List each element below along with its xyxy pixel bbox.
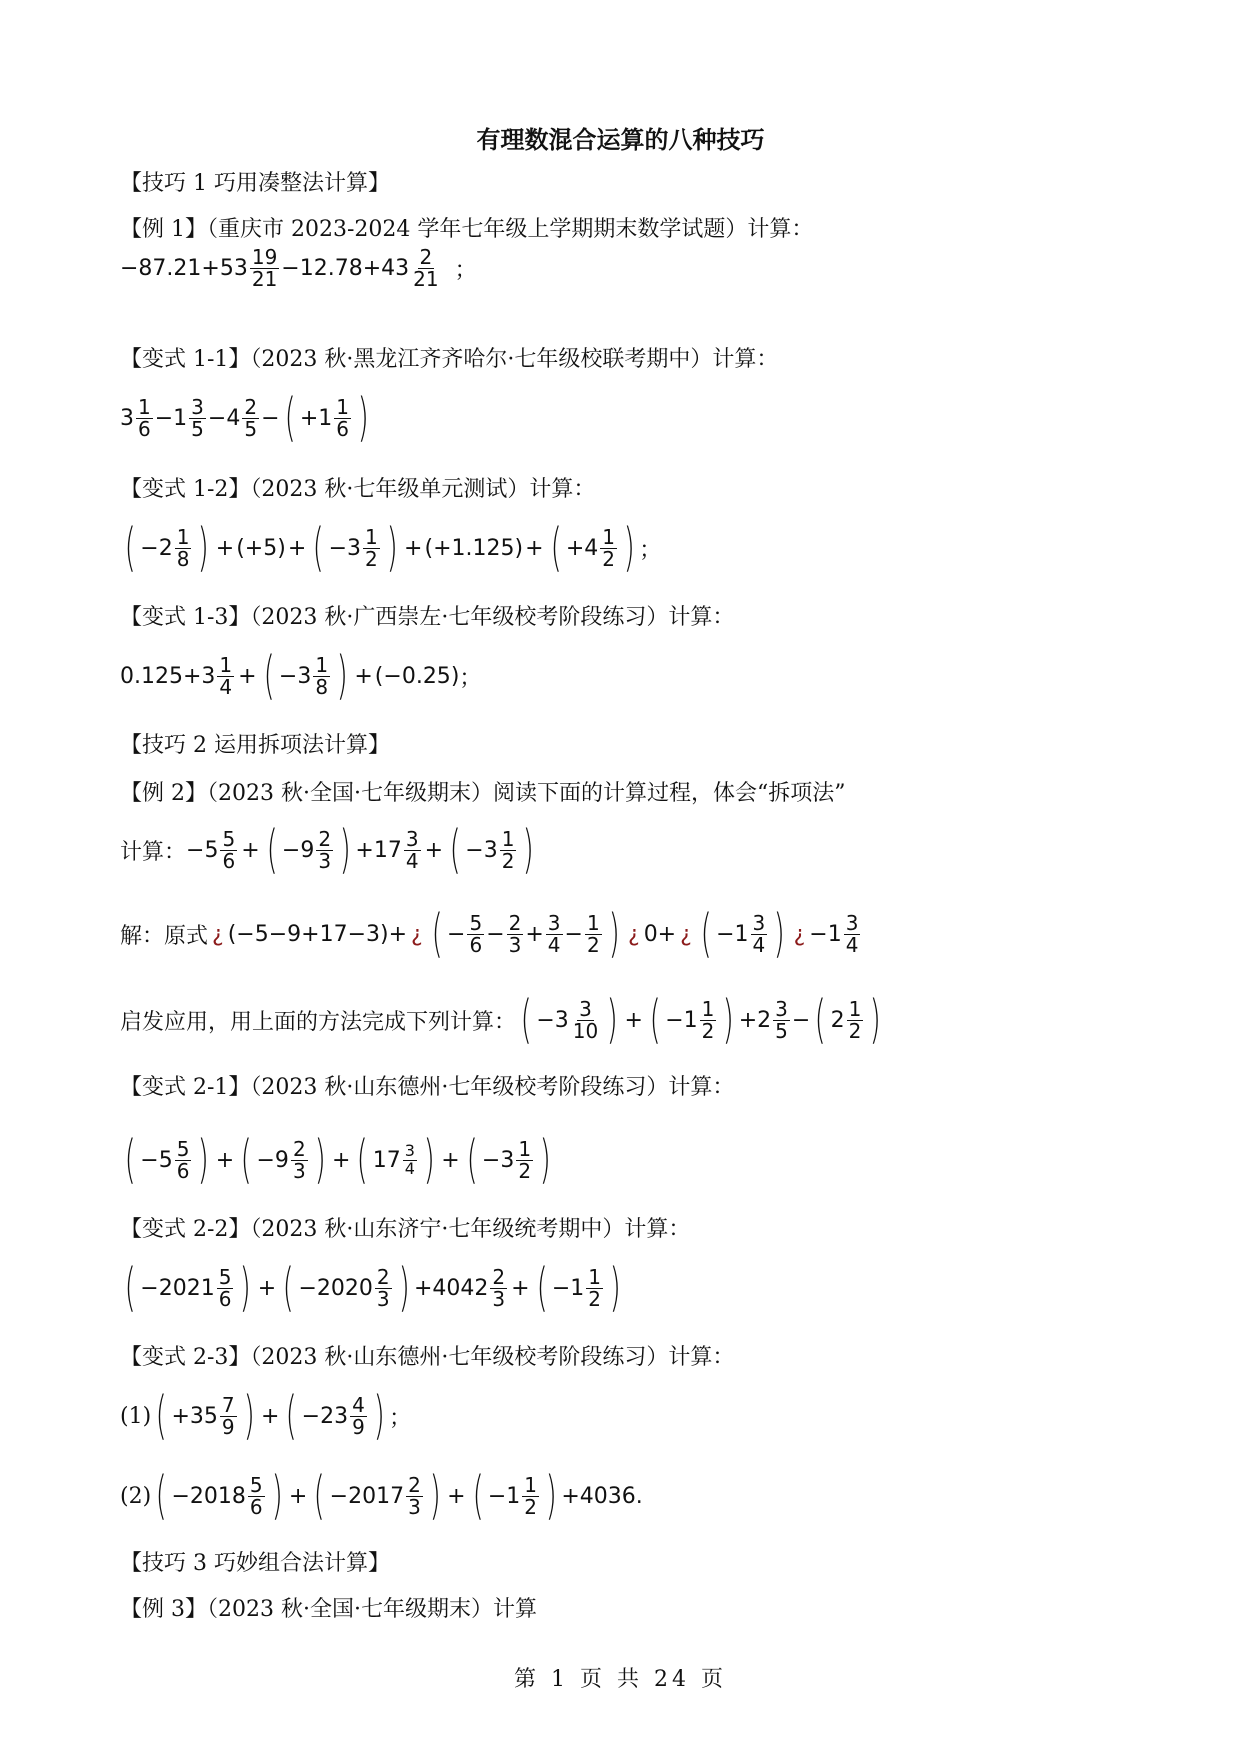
fraction bbox=[363, 524, 380, 571]
term: ( +35 bbox=[171, 1403, 218, 1429]
fraction bbox=[220, 1392, 237, 1439]
punctuation: ； bbox=[454, 257, 477, 283]
numerator: 2 bbox=[244, 394, 258, 419]
term: ( 2 bbox=[830, 1007, 845, 1033]
numerator: 5 bbox=[222, 826, 236, 851]
parenthesized-group bbox=[308, 522, 402, 574]
fraction bbox=[507, 910, 524, 957]
numerator: 1 bbox=[518, 1136, 532, 1161]
fraction bbox=[585, 910, 602, 957]
fraction bbox=[847, 996, 864, 1043]
fraction bbox=[773, 996, 790, 1043]
variant-1-1-expression bbox=[120, 388, 373, 448]
example-2-solution bbox=[120, 904, 862, 964]
parenthesized-group bbox=[427, 908, 624, 960]
numerator: 3 bbox=[547, 910, 561, 935]
section-heading-2: 【技巧 2 运用拆项法计算】 bbox=[120, 733, 390, 758]
term: −4 bbox=[207, 405, 241, 431]
parenthesized-group bbox=[516, 994, 622, 1046]
fraction bbox=[250, 244, 279, 291]
term: ( −2018 bbox=[171, 1483, 246, 1509]
garbled-glyph: ¿ bbox=[680, 921, 692, 947]
term: ( −2020 bbox=[298, 1275, 373, 1301]
operator: + bbox=[257, 1275, 277, 1301]
term: +17 bbox=[355, 837, 402, 863]
operator: + bbox=[238, 663, 257, 689]
numerator: 2 bbox=[318, 826, 332, 851]
numerator: 2 bbox=[376, 1264, 390, 1289]
term: ( −3 bbox=[278, 663, 312, 689]
parenthesized-group bbox=[151, 1470, 287, 1522]
parenthesized-group bbox=[262, 824, 356, 876]
numerator: 1 bbox=[176, 524, 190, 549]
denominator: 21 bbox=[413, 266, 439, 291]
numerator: 4 bbox=[352, 1392, 365, 1417]
numerator: 5 bbox=[218, 1264, 232, 1289]
term: ( 17 bbox=[372, 1147, 401, 1173]
item-number: (1) bbox=[120, 1403, 152, 1429]
parenthesized-group bbox=[120, 1262, 256, 1314]
term: −5 bbox=[186, 837, 219, 863]
numerator: 3 bbox=[579, 996, 592, 1021]
term: +4042 bbox=[413, 1275, 489, 1301]
fraction bbox=[700, 996, 717, 1043]
denominator: 4 bbox=[752, 932, 766, 957]
denominator: 6 bbox=[336, 416, 349, 441]
parenthesized-group bbox=[151, 1390, 259, 1442]
denominator: 4 bbox=[219, 674, 233, 699]
fraction bbox=[500, 826, 517, 873]
numerator: 3 bbox=[775, 996, 788, 1021]
parenthesized-group bbox=[546, 522, 640, 574]
fraction bbox=[189, 394, 206, 441]
operator: + bbox=[241, 837, 260, 863]
term: ( −3 bbox=[465, 837, 498, 863]
term: ( −3 bbox=[481, 1147, 515, 1173]
example-1-expression bbox=[120, 240, 477, 296]
fraction bbox=[242, 394, 259, 441]
fraction bbox=[375, 1264, 392, 1311]
denominator: 5 bbox=[191, 416, 204, 441]
denominator: 4 bbox=[405, 848, 419, 873]
fraction bbox=[291, 1136, 308, 1183]
denominator: 3 bbox=[408, 1494, 421, 1519]
denominator: 2 bbox=[602, 546, 615, 571]
garbled-glyph: ¿ bbox=[212, 921, 224, 947]
denominator: 6 bbox=[249, 1494, 263, 1519]
term: −1 bbox=[809, 921, 842, 947]
fraction bbox=[844, 910, 861, 957]
fraction bbox=[404, 826, 421, 873]
denominator: 2 bbox=[501, 848, 515, 873]
numerator: 2 bbox=[292, 1136, 306, 1161]
term: ( −3 bbox=[328, 535, 361, 561]
variant-1-3-heading: 【变式 1-3】（2023 秋·广西崇左·七年级校考阶段练习）计算： bbox=[120, 605, 735, 630]
operator: + bbox=[447, 1483, 466, 1509]
numerator: 3 bbox=[752, 910, 766, 935]
operator: + bbox=[215, 1147, 235, 1173]
term: ( −1 bbox=[487, 1483, 521, 1509]
variant-2-3-part-1 bbox=[120, 1386, 411, 1446]
page-title: 有理数混合运算的八种技巧 bbox=[476, 125, 765, 154]
fraction bbox=[220, 826, 237, 873]
term: ( −23 bbox=[301, 1403, 349, 1429]
operator: + bbox=[511, 1275, 530, 1301]
denominator: 4 bbox=[845, 932, 859, 957]
variant-1-3-expression bbox=[120, 646, 481, 706]
parenthesized-group bbox=[259, 650, 353, 702]
term: ( −9 bbox=[256, 1147, 289, 1173]
term: ( −9 bbox=[281, 837, 315, 863]
fraction bbox=[490, 1264, 507, 1311]
fraction bbox=[516, 1136, 533, 1183]
variant-2-2-heading: 【变式 2-2】（2023 秋·山东济宁·七年级统考期中）计算： bbox=[120, 1217, 691, 1242]
denominator: 2 bbox=[365, 546, 378, 571]
fraction bbox=[217, 1264, 234, 1311]
fraction bbox=[586, 1264, 603, 1311]
punctuation: ； bbox=[459, 665, 482, 691]
fraction bbox=[467, 910, 484, 957]
term: 0+ bbox=[643, 921, 677, 947]
garbled-glyph: ¿ bbox=[411, 921, 423, 947]
operator: + bbox=[354, 663, 373, 689]
operator: + bbox=[260, 1403, 280, 1429]
parenthesized-group bbox=[445, 824, 539, 876]
term: −12.78+43 bbox=[281, 255, 410, 281]
operator: + bbox=[215, 535, 235, 561]
denominator: 4 bbox=[547, 932, 561, 957]
numerator: 1 bbox=[602, 524, 615, 549]
denominator: 6 bbox=[469, 932, 483, 957]
term: (+5) bbox=[236, 535, 286, 561]
denominator: 21 bbox=[251, 266, 278, 291]
fraction bbox=[406, 1472, 423, 1519]
label: 解：原式 bbox=[120, 923, 209, 949]
numerator: 1 bbox=[848, 996, 862, 1021]
variant-2-1-expression bbox=[120, 1130, 555, 1190]
numerator: 1 bbox=[701, 996, 715, 1021]
variant-1-2-heading: 【变式 1-2】（2023 秋·七年级单元测试）计算： bbox=[120, 477, 596, 502]
denominator: 3 bbox=[508, 932, 522, 957]
parenthesized-group bbox=[462, 1134, 556, 1186]
term: +2 bbox=[738, 1007, 772, 1033]
page-footer: 第 1 页 共 24 页 bbox=[514, 1667, 727, 1692]
operator: + bbox=[624, 1007, 643, 1033]
parenthesized-group bbox=[696, 908, 790, 960]
variant-2-2-expression bbox=[120, 1258, 625, 1318]
denominator: 8 bbox=[176, 546, 190, 571]
numerator: 5 bbox=[176, 1136, 190, 1161]
parenthesized-group bbox=[120, 522, 214, 574]
fraction bbox=[522, 1472, 539, 1519]
term: ( −3 bbox=[536, 1007, 569, 1033]
numerator: 1 bbox=[315, 652, 329, 677]
fraction bbox=[411, 244, 440, 291]
denominator: 2 bbox=[588, 1286, 601, 1311]
section-heading-1: 【技巧 1 巧用凑整法计算】 bbox=[120, 171, 390, 196]
operator: + bbox=[424, 837, 443, 863]
term: − bbox=[261, 405, 280, 431]
fraction bbox=[136, 394, 153, 441]
term: ( −2021 bbox=[140, 1275, 215, 1301]
numerator: 5 bbox=[249, 1472, 263, 1497]
denominator: 5 bbox=[244, 416, 258, 441]
parenthesized-group bbox=[309, 1470, 445, 1522]
parenthesized-group bbox=[278, 1262, 414, 1314]
fraction bbox=[316, 826, 333, 873]
parenthesized-group bbox=[120, 1134, 214, 1186]
numerator: 2 bbox=[508, 910, 522, 935]
term: 0.125+3 bbox=[120, 663, 216, 689]
denominator: 6 bbox=[176, 1158, 190, 1183]
term: ( +1 bbox=[299, 405, 333, 431]
term: − bbox=[564, 921, 583, 947]
denominator: 3 bbox=[292, 1158, 306, 1183]
term: (−5−9+17−3)+ bbox=[227, 921, 408, 947]
label: 计算： bbox=[120, 839, 187, 865]
parenthesized-group bbox=[281, 1390, 389, 1442]
variant-2-3-part-2 bbox=[120, 1466, 643, 1526]
garbled-glyph: ¿ bbox=[793, 921, 806, 947]
operator: + bbox=[288, 1483, 308, 1509]
numerator: 5 bbox=[469, 910, 483, 935]
denominator: 10 bbox=[572, 1018, 599, 1043]
operator: + bbox=[525, 535, 544, 561]
fraction bbox=[175, 1136, 192, 1183]
fraction bbox=[217, 652, 234, 699]
section-heading-3: 【技巧 3 巧妙组合法计算】 bbox=[120, 1551, 390, 1576]
denominator: 6 bbox=[218, 1286, 232, 1311]
punctuation: ； bbox=[639, 537, 662, 563]
fraction bbox=[751, 910, 768, 957]
denominator: 3 bbox=[376, 1286, 390, 1311]
term: +5 bbox=[244, 535, 278, 561]
parenthesized-group bbox=[645, 994, 739, 1046]
parenthesized-group bbox=[280, 392, 374, 444]
denominator: 3 bbox=[318, 848, 332, 873]
term: − bbox=[486, 921, 505, 947]
fraction bbox=[571, 996, 600, 1043]
term: ( − bbox=[447, 921, 466, 947]
parenthesized-group bbox=[236, 1134, 330, 1186]
denominator: 6 bbox=[222, 848, 236, 873]
numerator: 7 bbox=[221, 1392, 235, 1417]
term: −1 bbox=[154, 405, 188, 431]
label: 启发应用，用上面的方法完成下列计算： bbox=[120, 1009, 517, 1035]
denominator: 9 bbox=[352, 1414, 365, 1439]
fraction bbox=[403, 1140, 417, 1178]
term: ( +4 bbox=[565, 535, 599, 561]
term: ( −1 bbox=[551, 1275, 585, 1301]
term: +4036 bbox=[561, 1483, 636, 1509]
numerator: 2 bbox=[408, 1472, 421, 1497]
numerator: 3 bbox=[191, 394, 204, 419]
term: ( −2017 bbox=[329, 1483, 405, 1509]
numerator: 1 bbox=[586, 910, 600, 935]
numerator: 3 bbox=[405, 826, 419, 851]
term: + bbox=[525, 921, 544, 947]
operator: + bbox=[441, 1147, 460, 1173]
variant-1-1-heading: 【变式 1-1】（2023 秋·黑龙江齐齐哈尔·七年级校联考期中）计算： bbox=[120, 347, 779, 372]
numerator: 1 bbox=[219, 652, 233, 677]
numerator: 1 bbox=[588, 1264, 601, 1289]
denominator: 2 bbox=[518, 1158, 532, 1183]
punctuation: ； bbox=[389, 1405, 412, 1431]
denominator: 4 bbox=[404, 1158, 415, 1178]
term: ( −2 bbox=[140, 535, 173, 561]
term: ( −5 bbox=[140, 1147, 173, 1173]
example-2-application bbox=[120, 990, 886, 1050]
example-2-calculation bbox=[120, 820, 539, 880]
parenthesized-group bbox=[352, 1134, 439, 1186]
example-2-heading: 【例 2】（2023 秋·全国·七年级期末）阅读下面的计算过程，体会“拆项法” bbox=[120, 781, 846, 806]
denominator: 5 bbox=[775, 1018, 788, 1043]
numerator: 1 bbox=[501, 826, 515, 851]
denominator: 2 bbox=[524, 1494, 538, 1519]
fraction bbox=[313, 652, 330, 699]
numerator: 1 bbox=[138, 394, 151, 419]
numerator: 1 bbox=[336, 394, 349, 419]
numerator: 3 bbox=[404, 1140, 415, 1160]
fraction bbox=[248, 1472, 265, 1519]
term: (−0.25) bbox=[374, 663, 460, 689]
denominator: 9 bbox=[221, 1414, 235, 1439]
numerator: 1 bbox=[524, 1472, 538, 1497]
variant-2-3-heading: 【变式 2-3】（2023 秋·山东德州·七年级校考阶段练习）计算： bbox=[120, 1345, 735, 1370]
variant-1-2-expression bbox=[120, 518, 661, 578]
parenthesized-group bbox=[810, 994, 885, 1046]
operator: + bbox=[331, 1147, 351, 1173]
numerator: 19 bbox=[251, 244, 278, 269]
numerator: 1 bbox=[365, 524, 378, 549]
denominator: 2 bbox=[701, 1018, 715, 1043]
fraction bbox=[546, 910, 563, 957]
example-1-heading: 【例 1】（重庆市 2023-2024 学年七年级上学期期末数学试题）计算： bbox=[120, 217, 814, 242]
fraction bbox=[175, 524, 192, 571]
denominator: 8 bbox=[315, 674, 329, 699]
term: +1.125 bbox=[433, 535, 515, 561]
term: ( −1 bbox=[716, 921, 749, 947]
operator: + bbox=[404, 535, 423, 561]
numerator: 3 bbox=[845, 910, 859, 935]
term: ( −1 bbox=[665, 1007, 698, 1033]
variant-2-1-heading: 【变式 2-1】（2023 秋·山东德州·七年级校考阶段练习）计算： bbox=[120, 1075, 735, 1100]
denominator: 3 bbox=[492, 1286, 506, 1311]
denominator: 2 bbox=[586, 932, 600, 957]
term: −87.21+53 bbox=[120, 255, 248, 281]
fraction bbox=[334, 394, 351, 441]
numerator: 2 bbox=[419, 244, 433, 269]
fraction bbox=[600, 524, 617, 571]
item-number: (2) bbox=[120, 1483, 152, 1509]
denominator: 6 bbox=[138, 416, 151, 441]
garbled-glyph: ¿ bbox=[628, 921, 640, 947]
term: (+1.125) bbox=[424, 535, 524, 561]
operator: + bbox=[287, 535, 307, 561]
fraction bbox=[350, 1392, 367, 1439]
term: − bbox=[791, 1007, 811, 1033]
parenthesized-group bbox=[532, 1262, 626, 1314]
example-3-heading: 【例 3】（2023 秋·全国·七年级期末）计算 bbox=[120, 1597, 537, 1622]
numerator: 2 bbox=[492, 1264, 506, 1289]
parenthesized-group bbox=[468, 1470, 562, 1522]
term: 3 bbox=[120, 405, 134, 431]
term: −0.25 bbox=[383, 663, 451, 689]
punctuation: . bbox=[635, 1483, 643, 1509]
denominator: 2 bbox=[848, 1018, 862, 1043]
